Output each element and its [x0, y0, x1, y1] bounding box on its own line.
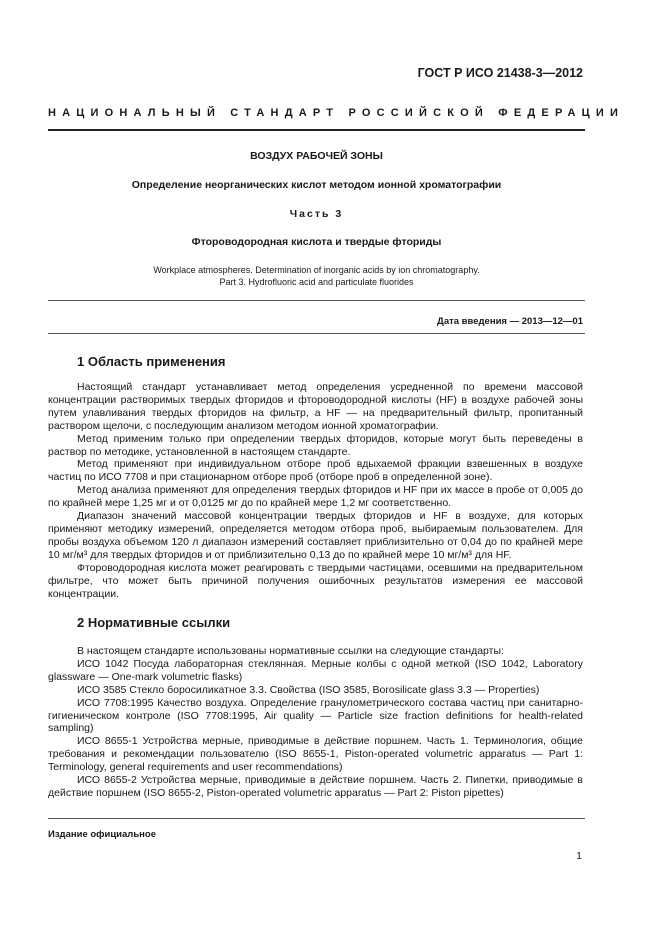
document-code: ГОСТ Р ИСО 21438-3—2012 [417, 66, 583, 80]
page-number: 1 [576, 850, 582, 862]
english-title-line1: Workplace atmospheres. Determination of inorganic acids by ion chromatography. [153, 265, 480, 275]
footer-divider [48, 818, 585, 819]
section-2-heading: 2 Нормативные ссылки [77, 615, 231, 630]
reference-item: ИСО 8655-1 Устройства мерные, приводимые в действие поршнем. Часть 1. Терминология, общие требования и рекомендации пользователю (ISO 8655-1, Piston-operated volumetric apparatus — Part 1: Terminology, general requirements and user recommendations) [48, 735, 583, 774]
title-divider [48, 300, 585, 301]
date-divider [48, 333, 585, 334]
document-part: Часть 3 [289, 208, 344, 220]
paragraph: В настоящем стандарте использованы нормативные ссылки на следующие стандарты: [77, 645, 504, 657]
introduction-date: Дата введения — 2013—12—01 [437, 316, 583, 327]
section-1-heading: 1 Область применения [77, 354, 226, 369]
edition-note: Издание официальное [48, 829, 156, 840]
national-standard-banner: НАЦИОНАЛЬНЫЙ СТАНДАРТ РОССИЙСКОЙ ФЕДЕРАЦИИ [48, 107, 625, 119]
paragraph: Настоящий стандарт устанавливает метод определения усредненной по времени массовой концентрации растворимых твердых фторидов и фтороводородной кислоты (HF) в воздухе рабочей зоны путем улавливания твердых фторидов на фильтр, а HF — на предварительный фильтр, пропитанный раствором щелочи, с последующим анализом методом ионной хроматографии. [48, 381, 583, 432]
document-subject: Фтороводородная кислота и твердые фториды [191, 236, 442, 248]
paragraph: Фтороводородная кислота может реагировать с твердыми частицами, осевшими на предварительном фильтре, что может быть причиной получения ошибочных результатов измерения ее массовой концентрации. [48, 561, 583, 600]
paragraph: Метод применим только при определении твердых фторидов, которые могут быть переведены в раствор по методике, установленной в настоящем стандарте. [48, 432, 583, 458]
header-divider [48, 129, 585, 131]
section-1-body [48, 381, 583, 600]
paragraph: Метод применяют при индивидуальном отборе проб вдыхаемой фракции взвешенных в воздухе частиц по ИСО 7708 и при стационарном отборе проб (отборе проб в определенной зоне). [48, 458, 583, 484]
paragraph: Метод анализа применяют для определения твердых фторидов и HF при их массе в пробе от 0,005 до по крайней мере 1,25 мг и от 0,0125 мг до по крайней мере 1,2 мг соответственно. [48, 484, 583, 510]
document-title: ВОЗДУХ РАБОЧЕЙ ЗОНЫ [250, 150, 383, 162]
paragraph: Диапазон значений массовой концентрации твердых фторидов и HF в воздухе, для которых применяют методику измерений, определяется методом отбора проб, выбираемым пользователем. Для пробы воздуха объемом 120 л диапазон измерений составляет приблизительно от 0,04 до по крайней мере 10 мг/м³ для твердых фторидов и от приблизительно 0,13 до по крайней мере 10 мг/м³ для HF. [48, 510, 583, 561]
section-2-body [48, 645, 583, 800]
reference-item: ИСО 7708:1995 Качество воздуха. Определение гранулометрического состава частиц при санитарно-гигиеническом контроле (ISO 7708:1995, Air quality — Particle size fraction definitions for health-related sampling) [48, 696, 583, 735]
reference-item: ИСО 1042 Посуда лабораторная стеклянная. Мерные колбы с одной меткой (ISO 1042, Laboratory glassware — One-mark volumetric flasks) [48, 657, 583, 683]
document-subtitle: Определение неорганических кислот методом ионной хроматографии [131, 179, 502, 191]
english-title-line2: Part 3. Hydrofluoric acid and particulate fluorides [219, 277, 414, 287]
reference-item: ИСО 8655-2 Устройства мерные, приводимые в действие поршнем. Часть 2. Пипетки, приводимые в действие поршнем (ISO 8655-2, Piston-operated volumetric apparatus — Part 2: Piston pipettes) [48, 774, 583, 799]
reference-item: ИСО 3585 Стекло боросиликатное 3.3. Свойства (ISO 3585, Borosilicate glass 3.3 — Properties) [77, 683, 540, 696]
